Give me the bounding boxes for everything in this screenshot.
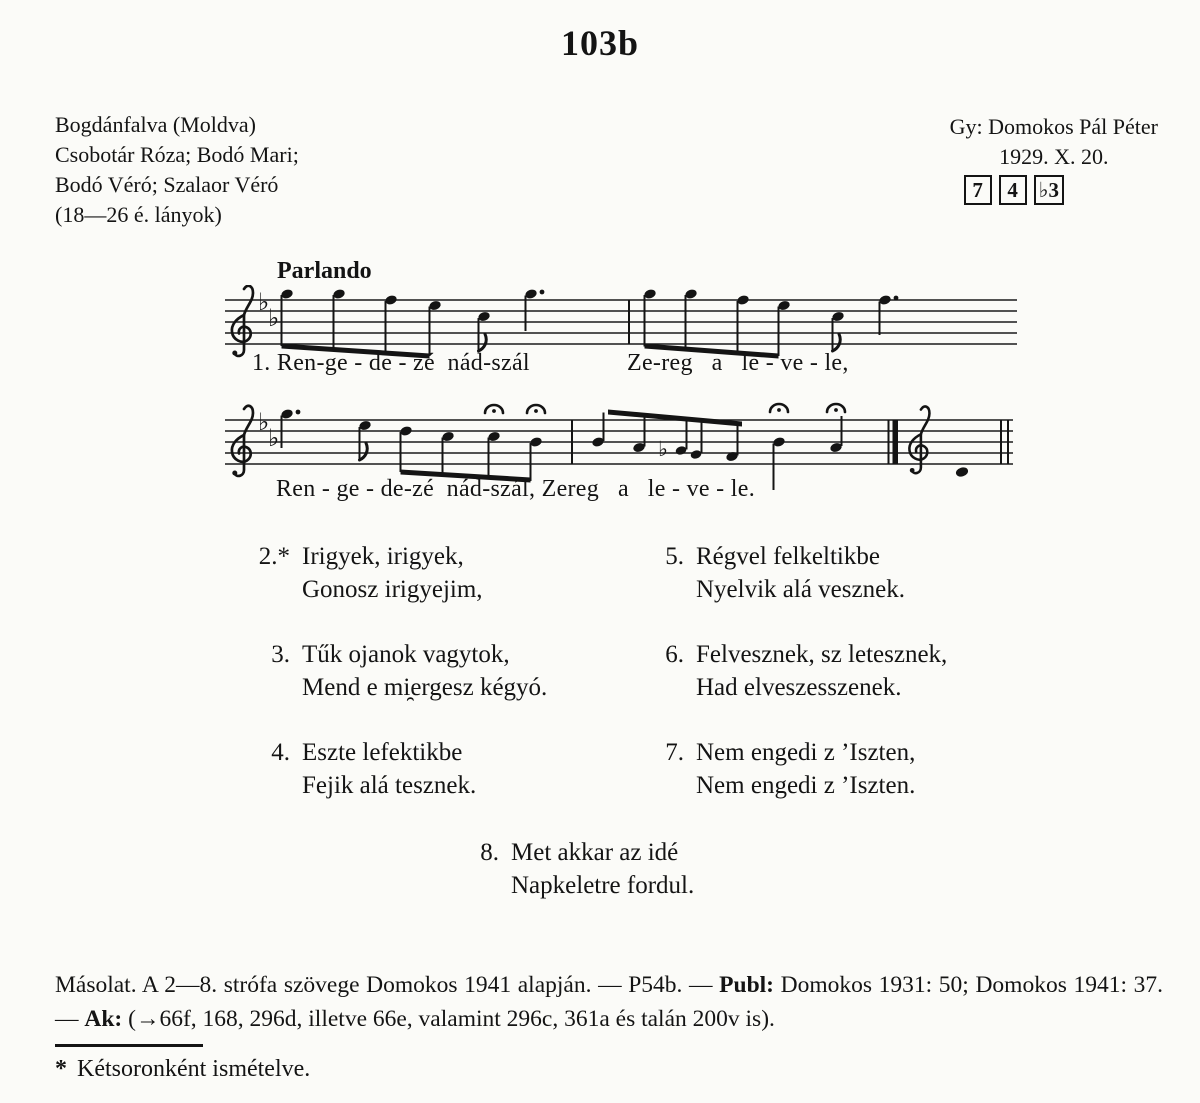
verse-6 — [640, 638, 947, 704]
verse-8 — [455, 836, 694, 902]
treble-clef-icon — [232, 406, 253, 476]
accidental-flat: ♭ — [658, 437, 668, 461]
verse-lines: Irigyek, irigyek, Gonosz irigyejim, — [302, 543, 483, 603]
final-note-head — [955, 466, 970, 478]
source-singers-2: Bodó Véró; Szalaor Véró — [55, 172, 279, 197]
footnote-text: Kétsoronként ismételve. — [77, 1056, 311, 1082]
verse-lines: Met akkar az idé Napkeletre fordul. — [511, 839, 695, 899]
verse-5 — [640, 540, 905, 606]
verse-number: 4. — [271, 739, 290, 766]
collector-name: Gy: Domokos Pál Péter — [949, 114, 1158, 139]
verse-lines: Régvel felkeltikbe Nyelvik alá vesznek. — [696, 543, 905, 603]
verse-lines: Nem engedi z ’Iszten, Nem engedi z ’Iszten. — [696, 739, 916, 799]
treble-clef-icon — [232, 286, 253, 356]
verse-number: 3. — [271, 641, 290, 668]
verse-lines: Tűk ojanok vagytok, Mend e mi̯ergesz kégyó. — [302, 641, 548, 701]
lyrics-line1-part1: 1. Ren-ge - de - zé nád-szál — [252, 350, 530, 376]
fermata-icon — [527, 405, 545, 413]
cadence-boxes — [964, 175, 1158, 205]
verse-2 — [246, 540, 483, 606]
key-signature-flats — [258, 288, 279, 332]
footnote-marker: * — [55, 1056, 67, 1082]
svg-text:♭: ♭ — [268, 304, 280, 332]
verse-number: 6. — [665, 641, 684, 668]
cadence-box-1: 7 — [964, 175, 992, 205]
verse-lines: Felvesznek, sz letesznek, Had elveszesszenek. — [696, 641, 948, 701]
collection-date: 1929. X. 20. — [999, 144, 1109, 169]
key-signature-flats — [258, 408, 279, 452]
fermata-icon — [485, 405, 503, 413]
fermata-icon — [827, 404, 845, 412]
source-singers-1: Csobotár Róza; Bodó Mari; — [55, 142, 299, 167]
staff-lines — [225, 300, 1017, 344]
lyrics-line2: Ren - ge - de-zé nád-szál, Zereg a le - ve - le. — [276, 476, 755, 502]
source-ages: (18—26 é. lányok) — [55, 202, 222, 227]
collector-info — [950, 112, 1158, 205]
publ-label: Publ: — [719, 972, 775, 998]
lyrics-line1-part2: Ze-reg a le - ve - le, — [627, 350, 849, 376]
svg-text:♭: ♭ — [268, 424, 280, 452]
cadence-box-2: 4 — [999, 175, 1027, 205]
fermata-icon — [770, 404, 788, 412]
cadence-box-3: ♭3 — [1034, 175, 1064, 205]
verse-number: 2.* — [258, 543, 290, 570]
verse-4 — [246, 736, 476, 802]
verse-number: 8. — [480, 839, 499, 866]
footnote-rule — [55, 1044, 203, 1047]
source-info — [55, 110, 299, 230]
verse-number: 7. — [665, 739, 684, 766]
verse-3 — [246, 638, 547, 704]
bibliographic-notes: Másolat. A 2—8. strófa szövege Domokos 1941 alapján. — P54b. — Publ: Domokos 1931: 50; Domokos 1941: 37. — Ak: (→66f, 168, 296d, illetve 66e, valamint 296c, 361a és talán 200v is). — [55, 972, 1163, 1032]
final-double-barline — [888, 420, 899, 464]
phrase-1-notes — [280, 405, 545, 483]
footnote — [55, 1056, 310, 1083]
measure-2-notes — [643, 288, 898, 358]
tempo-marking: Parlando — [277, 258, 372, 284]
page-title: 103b — [560, 23, 640, 63]
ak-label: Ak: — [84, 1006, 123, 1032]
source-location: Bogdánfalva (Moldva) — [55, 112, 256, 137]
verse-lines: Eszte lefektikbe Fejik alá tesznek. — [302, 739, 477, 799]
treble-clef-icon — [909, 406, 929, 473]
svg-text:♭: ♭ — [258, 408, 270, 436]
verse-number: 5. — [665, 543, 684, 570]
verse-7 — [640, 736, 915, 802]
measure-1-notes — [280, 288, 544, 358]
svg-text:♭: ♭ — [258, 288, 270, 316]
